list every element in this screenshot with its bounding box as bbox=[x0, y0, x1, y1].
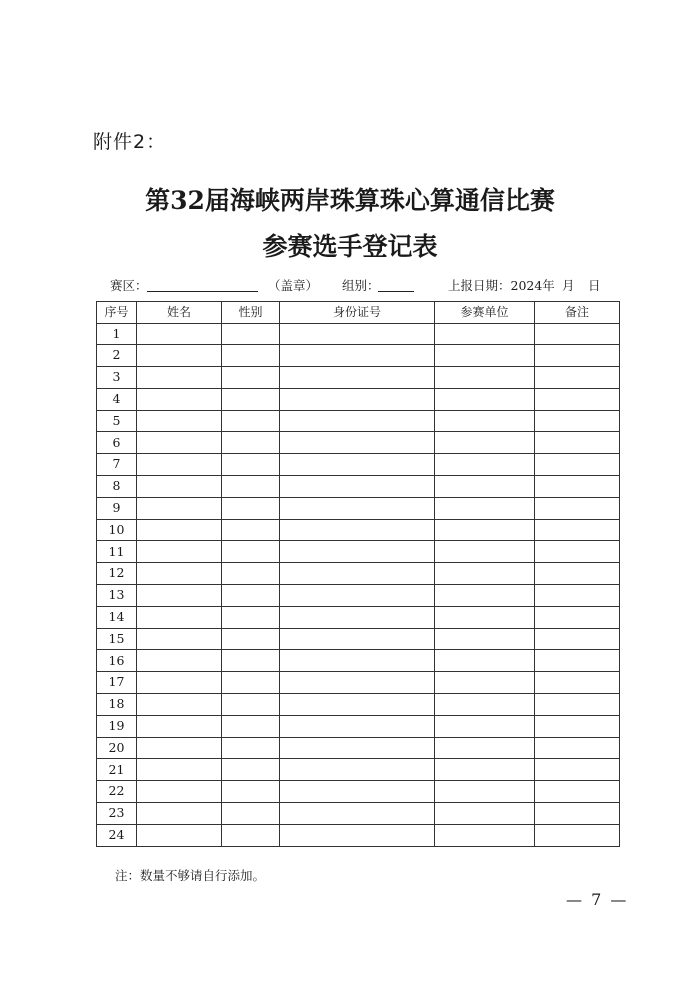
column-header: 身份证号 bbox=[280, 302, 435, 324]
name-cell[interactable] bbox=[137, 345, 222, 367]
name-cell[interactable] bbox=[137, 803, 222, 825]
seal-label: （盖章） bbox=[268, 278, 319, 293]
serial-number-cell: 6 bbox=[97, 432, 137, 454]
remarks-cell[interactable] bbox=[535, 345, 620, 367]
name-cell[interactable] bbox=[137, 737, 222, 759]
remarks-cell[interactable] bbox=[535, 388, 620, 410]
table-row bbox=[97, 367, 620, 389]
form-title-line-2: 参赛选手登记表 bbox=[262, 232, 438, 261]
id-number-cell[interactable] bbox=[280, 563, 435, 585]
footnote: 注：数量不够请自行添加。 bbox=[115, 868, 266, 883]
group-label: 组别： bbox=[342, 278, 380, 293]
table-row bbox=[97, 432, 620, 454]
name-cell[interactable] bbox=[137, 563, 222, 585]
table-row bbox=[97, 737, 620, 759]
serial-number-cell: 4 bbox=[97, 388, 137, 410]
id-number-cell[interactable] bbox=[280, 519, 435, 541]
table-row bbox=[97, 563, 620, 585]
name-cell[interactable] bbox=[137, 388, 222, 410]
remarks-cell[interactable] bbox=[535, 737, 620, 759]
name-cell[interactable] bbox=[137, 454, 222, 476]
remarks-cell[interactable] bbox=[535, 519, 620, 541]
column-header: 参赛单位 bbox=[435, 302, 535, 324]
attachment-label: 附件2： bbox=[93, 131, 167, 153]
unit-cell[interactable] bbox=[435, 323, 535, 345]
id-number-cell[interactable] bbox=[280, 388, 435, 410]
remarks-cell[interactable] bbox=[535, 323, 620, 345]
unit-cell[interactable] bbox=[435, 672, 535, 694]
name-cell[interactable] bbox=[137, 628, 222, 650]
gender-cell[interactable] bbox=[222, 803, 280, 825]
serial-number-cell: 2 bbox=[97, 345, 137, 367]
serial-number-cell: 17 bbox=[97, 672, 137, 694]
table-row bbox=[97, 345, 620, 367]
id-number-cell[interactable] bbox=[280, 476, 435, 498]
gender-cell[interactable] bbox=[222, 476, 280, 498]
serial-number-cell: 19 bbox=[97, 715, 137, 737]
name-cell[interactable] bbox=[137, 367, 222, 389]
remarks-cell[interactable] bbox=[535, 563, 620, 585]
name-cell[interactable] bbox=[137, 519, 222, 541]
unit-cell[interactable] bbox=[435, 694, 535, 716]
table-row bbox=[97, 454, 620, 476]
serial-number-cell: 11 bbox=[97, 541, 137, 563]
id-number-cell[interactable] bbox=[280, 345, 435, 367]
name-cell[interactable] bbox=[137, 541, 222, 563]
report-month-label: 月 bbox=[562, 278, 575, 293]
table-row bbox=[97, 410, 620, 432]
gender-cell[interactable] bbox=[222, 694, 280, 716]
serial-number-cell: 14 bbox=[97, 606, 137, 628]
table-row bbox=[97, 803, 620, 825]
name-cell[interactable] bbox=[137, 410, 222, 432]
unit-cell[interactable] bbox=[435, 628, 535, 650]
id-number-cell[interactable] bbox=[280, 410, 435, 432]
id-number-cell[interactable] bbox=[280, 497, 435, 519]
remarks-cell[interactable] bbox=[535, 367, 620, 389]
unit-cell[interactable] bbox=[435, 388, 535, 410]
gender-cell[interactable] bbox=[222, 323, 280, 345]
name-cell[interactable] bbox=[137, 672, 222, 694]
gender-cell[interactable] bbox=[222, 824, 280, 846]
name-cell[interactable] bbox=[137, 606, 222, 628]
id-number-cell[interactable] bbox=[280, 650, 435, 672]
id-number-cell[interactable] bbox=[280, 672, 435, 694]
column-header: 序号 bbox=[97, 302, 137, 324]
remarks-cell[interactable] bbox=[535, 432, 620, 454]
gender-cell[interactable] bbox=[222, 454, 280, 476]
serial-number-cell: 5 bbox=[97, 410, 137, 432]
serial-number-cell: 3 bbox=[97, 367, 137, 389]
remarks-cell[interactable] bbox=[535, 606, 620, 628]
unit-cell[interactable] bbox=[435, 737, 535, 759]
unit-cell[interactable] bbox=[435, 606, 535, 628]
unit-cell[interactable] bbox=[435, 781, 535, 803]
remarks-cell[interactable] bbox=[535, 672, 620, 694]
remarks-cell[interactable] bbox=[535, 628, 620, 650]
gender-cell[interactable] bbox=[222, 388, 280, 410]
gender-cell[interactable] bbox=[222, 345, 280, 367]
id-number-cell[interactable] bbox=[280, 694, 435, 716]
serial-number-cell: 7 bbox=[97, 454, 137, 476]
serial-number-cell: 10 bbox=[97, 519, 137, 541]
table-row bbox=[97, 824, 620, 846]
serial-number-cell: 18 bbox=[97, 694, 137, 716]
remarks-cell[interactable] bbox=[535, 541, 620, 563]
name-cell[interactable] bbox=[137, 323, 222, 345]
name-cell[interactable] bbox=[137, 650, 222, 672]
column-header: 姓名 bbox=[137, 302, 222, 324]
remarks-cell[interactable] bbox=[535, 410, 620, 432]
id-number-cell[interactable] bbox=[280, 737, 435, 759]
serial-number-cell: 23 bbox=[97, 803, 137, 825]
remarks-cell[interactable] bbox=[535, 759, 620, 781]
unit-cell[interactable] bbox=[435, 585, 535, 607]
table-row bbox=[97, 781, 620, 803]
table-row bbox=[97, 541, 620, 563]
name-cell[interactable] bbox=[137, 715, 222, 737]
unit-cell[interactable] bbox=[435, 367, 535, 389]
table-header-row bbox=[97, 302, 620, 324]
remarks-cell[interactable] bbox=[535, 824, 620, 846]
report-date-label: 上报日期：2024年 bbox=[448, 278, 555, 293]
unit-cell[interactable] bbox=[435, 454, 535, 476]
remarks-cell[interactable] bbox=[535, 803, 620, 825]
remarks-cell[interactable] bbox=[535, 694, 620, 716]
table-row bbox=[97, 476, 620, 498]
unit-cell[interactable] bbox=[435, 824, 535, 846]
name-cell[interactable] bbox=[137, 585, 222, 607]
serial-number-cell: 22 bbox=[97, 781, 137, 803]
serial-number-cell: 13 bbox=[97, 585, 137, 607]
table-row bbox=[97, 672, 620, 694]
id-number-cell[interactable] bbox=[280, 715, 435, 737]
table-row bbox=[97, 388, 620, 410]
table-row bbox=[97, 585, 620, 607]
id-number-cell[interactable] bbox=[280, 759, 435, 781]
gender-cell[interactable] bbox=[222, 585, 280, 607]
id-number-cell[interactable] bbox=[280, 824, 435, 846]
column-header: 备注 bbox=[535, 302, 620, 324]
unit-cell[interactable] bbox=[435, 432, 535, 454]
gender-cell[interactable] bbox=[222, 672, 280, 694]
remarks-cell[interactable] bbox=[535, 454, 620, 476]
unit-cell[interactable] bbox=[435, 563, 535, 585]
form-meta-row bbox=[0, 276, 700, 294]
gender-cell[interactable] bbox=[222, 606, 280, 628]
gender-cell[interactable] bbox=[222, 781, 280, 803]
report-day-label: 日 bbox=[588, 278, 601, 293]
gender-cell[interactable] bbox=[222, 628, 280, 650]
id-number-cell[interactable] bbox=[280, 803, 435, 825]
remarks-cell[interactable] bbox=[535, 476, 620, 498]
table-row bbox=[97, 650, 620, 672]
unit-cell[interactable] bbox=[435, 345, 535, 367]
serial-number-cell: 12 bbox=[97, 563, 137, 585]
remarks-cell[interactable] bbox=[535, 585, 620, 607]
id-number-cell[interactable] bbox=[280, 432, 435, 454]
name-cell[interactable] bbox=[137, 476, 222, 498]
unit-cell[interactable] bbox=[435, 497, 535, 519]
gender-cell[interactable] bbox=[222, 497, 280, 519]
form-title-line-1: 第32届海峡两岸珠算珠心算通信比赛 bbox=[145, 186, 555, 215]
registration-table bbox=[96, 301, 620, 847]
id-number-cell[interactable] bbox=[280, 781, 435, 803]
table-row bbox=[97, 323, 620, 345]
name-cell[interactable] bbox=[137, 497, 222, 519]
serial-number-cell: 9 bbox=[97, 497, 137, 519]
serial-number-cell: 15 bbox=[97, 628, 137, 650]
id-number-cell[interactable] bbox=[280, 367, 435, 389]
id-number-cell[interactable] bbox=[280, 454, 435, 476]
table-row bbox=[97, 497, 620, 519]
unit-cell[interactable] bbox=[435, 715, 535, 737]
table-body bbox=[97, 323, 620, 846]
id-number-cell[interactable] bbox=[280, 628, 435, 650]
unit-cell[interactable] bbox=[435, 541, 535, 563]
gender-cell[interactable] bbox=[222, 650, 280, 672]
serial-number-cell: 1 bbox=[97, 323, 137, 345]
remarks-cell[interactable] bbox=[535, 650, 620, 672]
gender-cell[interactable] bbox=[222, 759, 280, 781]
serial-number-cell: 24 bbox=[97, 824, 137, 846]
gender-cell[interactable] bbox=[222, 563, 280, 585]
table-row bbox=[97, 759, 620, 781]
table-row bbox=[97, 606, 620, 628]
unit-cell[interactable] bbox=[435, 410, 535, 432]
remarks-cell[interactable] bbox=[535, 715, 620, 737]
serial-number-cell: 16 bbox=[97, 650, 137, 672]
id-number-cell[interactable] bbox=[280, 606, 435, 628]
remarks-cell[interactable] bbox=[535, 497, 620, 519]
table-row bbox=[97, 715, 620, 737]
id-number-cell[interactable] bbox=[280, 323, 435, 345]
name-cell[interactable] bbox=[137, 759, 222, 781]
name-cell[interactable] bbox=[137, 824, 222, 846]
unit-cell[interactable] bbox=[435, 519, 535, 541]
table-row bbox=[97, 519, 620, 541]
gender-cell[interactable] bbox=[222, 367, 280, 389]
table-row bbox=[97, 694, 620, 716]
region-field[interactable] bbox=[147, 277, 258, 292]
serial-number-cell: 8 bbox=[97, 476, 137, 498]
group-field[interactable] bbox=[378, 277, 414, 292]
unit-cell[interactable] bbox=[435, 650, 535, 672]
gender-cell[interactable] bbox=[222, 541, 280, 563]
name-cell[interactable] bbox=[137, 781, 222, 803]
gender-cell[interactable] bbox=[222, 410, 280, 432]
serial-number-cell: 20 bbox=[97, 737, 137, 759]
id-number-cell[interactable] bbox=[280, 541, 435, 563]
gender-cell[interactable] bbox=[222, 519, 280, 541]
region-label: 赛区： bbox=[110, 278, 148, 293]
unit-cell[interactable] bbox=[435, 759, 535, 781]
remarks-cell[interactable] bbox=[535, 781, 620, 803]
id-number-cell[interactable] bbox=[280, 585, 435, 607]
name-cell[interactable] bbox=[137, 694, 222, 716]
unit-cell[interactable] bbox=[435, 803, 535, 825]
gender-cell[interactable] bbox=[222, 715, 280, 737]
serial-number-cell: 21 bbox=[97, 759, 137, 781]
table-row bbox=[97, 628, 620, 650]
page-number: — 7 — bbox=[566, 890, 629, 909]
name-cell[interactable] bbox=[137, 432, 222, 454]
gender-cell[interactable] bbox=[222, 737, 280, 759]
column-header: 性别 bbox=[222, 302, 280, 324]
gender-cell[interactable] bbox=[222, 432, 280, 454]
unit-cell[interactable] bbox=[435, 476, 535, 498]
